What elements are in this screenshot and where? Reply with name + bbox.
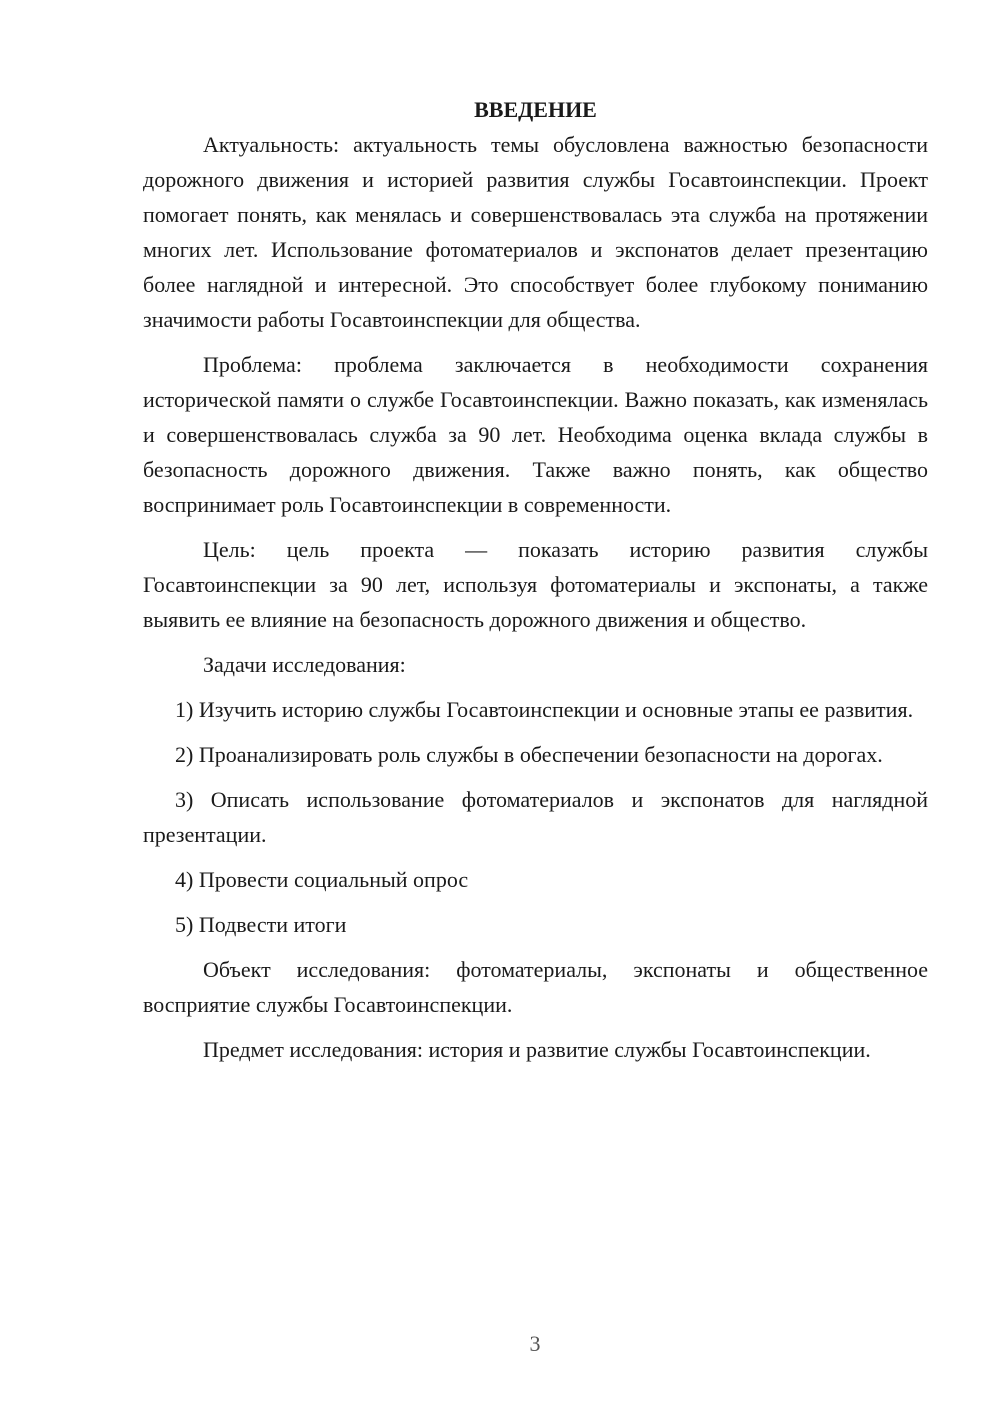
document-page bbox=[143, 92, 928, 1077]
task-item-3: 3) Описать использование фотоматериалов и экспонатов для наглядной презентации. bbox=[143, 787, 928, 847]
paragraph-subject: Предмет исследования: история и развитие службы Госавтоинспекции. bbox=[203, 1037, 871, 1062]
paragraph-actuality: Актуальность: актуальность темы обусловлена важностью безопасности дорожного движения и историей развития службы Госавтоинспекции. Проект помогает понять, как менялась и совершенствовалась эта служба на протяжении многих лет. Использование фотоматериалов и экспонатов делает презентацию более наглядной и интересной. Это способствует более глубокому пониманию значимости работы Госавтоинспекции для общества. bbox=[143, 132, 928, 332]
task-item-5: 5) Подвести итоги bbox=[175, 912, 347, 937]
page-number: 3 bbox=[529, 1331, 541, 1356]
tasks-heading: Задачи исследования: bbox=[203, 652, 406, 677]
section-title: ВВЕДЕНИЕ bbox=[474, 97, 597, 122]
paragraph-problem: Проблема: проблема заключается в необходимости сохранения исторической памяти о службе Госавтоинспекции. Важно показать, как изменялась и совершенствовалась служба за 90 лет. Необходима оценка вклада службы в безопасность дорожного движения. Также важно понять, как общество воспринимает роль Госавтоинспекции в современности. bbox=[143, 352, 928, 517]
task-item-1: 1) Изучить историю службы Госавтоинспекции и основные этапы ее развития. bbox=[175, 697, 914, 722]
task-item-4: 4) Провести социальный опрос bbox=[175, 867, 469, 892]
task-item-2: 2) Проанализировать роль службы в обеспечении безопасности на дорогах. bbox=[175, 742, 883, 767]
paragraph-goal: Цель: цель проекта — показать историю развития службы Госавтоинспекции за 90 лет, используя фотоматериалы и экспонаты, а также выявить ее влияние на безопасность дорожного движения и общество. bbox=[143, 537, 928, 632]
paragraph-object: Объект исследования: фотоматериалы, экспонаты и общественное восприятие службы Госавтоинспекции. bbox=[143, 957, 928, 1017]
